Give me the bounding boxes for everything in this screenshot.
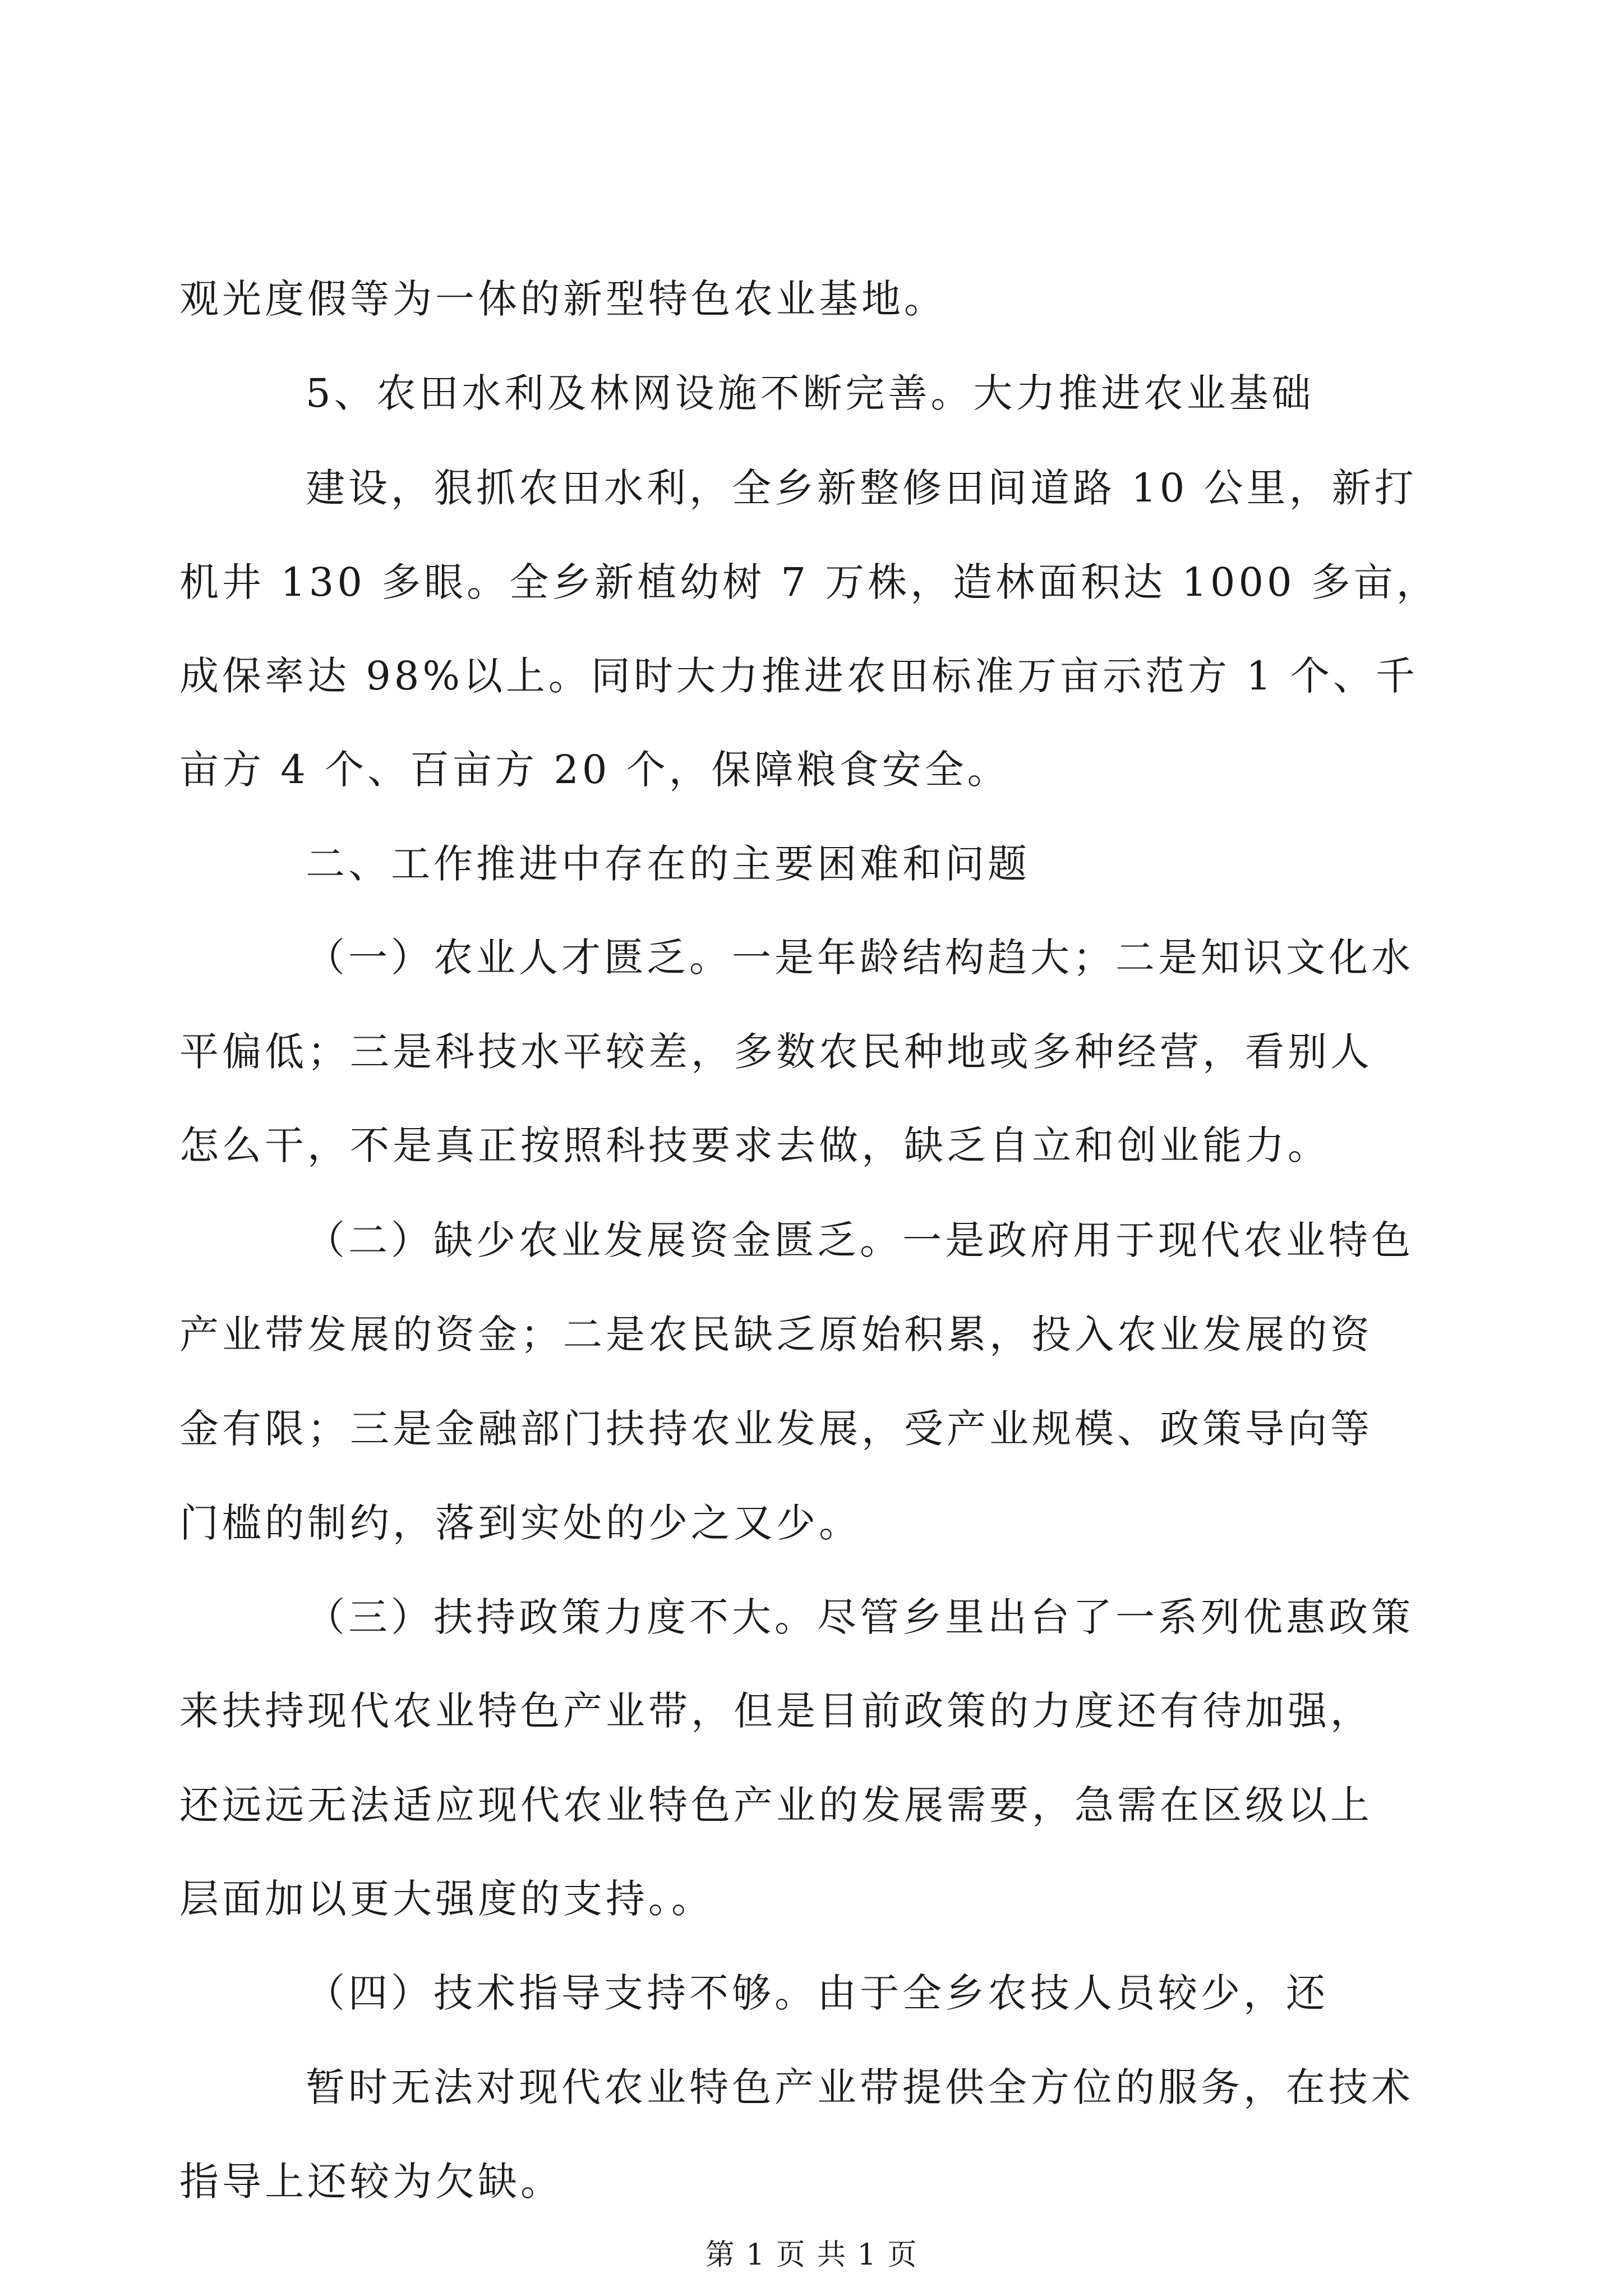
text-line: 还远远无法适应现代农业特色产业的发展需要，急需在区级以上: [179, 1782, 1373, 1828]
text-line: 金有限；三是金融部门扶持农业发展，受产业规模、政策导向等: [179, 1406, 1373, 1452]
text-line: 暂时无法对现代农业特色产业带提供全方位的服务，在技术: [306, 2064, 1414, 2110]
text-line: （四）技术指导支持不够。由于全乡农技人员较少，还: [306, 1970, 1329, 2016]
text-line: 层面加以更大强度的支持。。: [179, 1876, 714, 1922]
text-line: 怎么干，不是真正按照科技要求去做，缺乏自立和创业能力。: [179, 1122, 1330, 1168]
text-line: 成保率达 98%以上。同时大力推进农田标准万亩示范方 1 个、千: [179, 653, 1418, 699]
text-line: 建设，狠抓农田水利，全乡新整修田间道路 10 公里，新打: [306, 465, 1417, 511]
text-line: 门槛的制约，落到实处的少之又少。: [179, 1500, 861, 1546]
page-footer: 第 1 页 共 1 页: [705, 2238, 918, 2272]
text-line: 观光度假等为一体的新型特色农业基地。: [179, 276, 947, 322]
text-line: （三）扶持政策力度不大。尽管乡里出台了一系列优惠政策: [306, 1594, 1414, 1640]
text-line: 机井 130 多眼。全乡新植幼树 7 万株，造林面积达 1000 多亩，: [179, 559, 1439, 605]
text-line: 产业带发展的资金；二是农民缺乏原始积累，投入农业发展的资: [179, 1312, 1373, 1358]
text-line: 指导上还较为欠缺。: [179, 2159, 563, 2205]
text-line: 平偏低；三是科技水平较差，多数农民种地或多种经营，看别人: [179, 1029, 1373, 1075]
text-line: 5、农田水利及林网设施不断完善。大力推进农业基础: [306, 370, 1315, 416]
text-line: （一）农业人才匮乏。一是年龄结构趋大；二是知识文化水: [306, 935, 1414, 981]
text-line: （二）缺少农业发展资金匮乏。一是政府用于现代农业特色: [306, 1217, 1414, 1263]
text-line: 来扶持现代农业特色产业带，但是目前政策的力度还有待加强，: [179, 1688, 1373, 1734]
text-line: 亩方 4 个、百亩方 20 个，保障粮食安全。: [179, 747, 1010, 793]
section-heading: 二、工作推进中存在的主要困难和问题: [306, 841, 1030, 887]
